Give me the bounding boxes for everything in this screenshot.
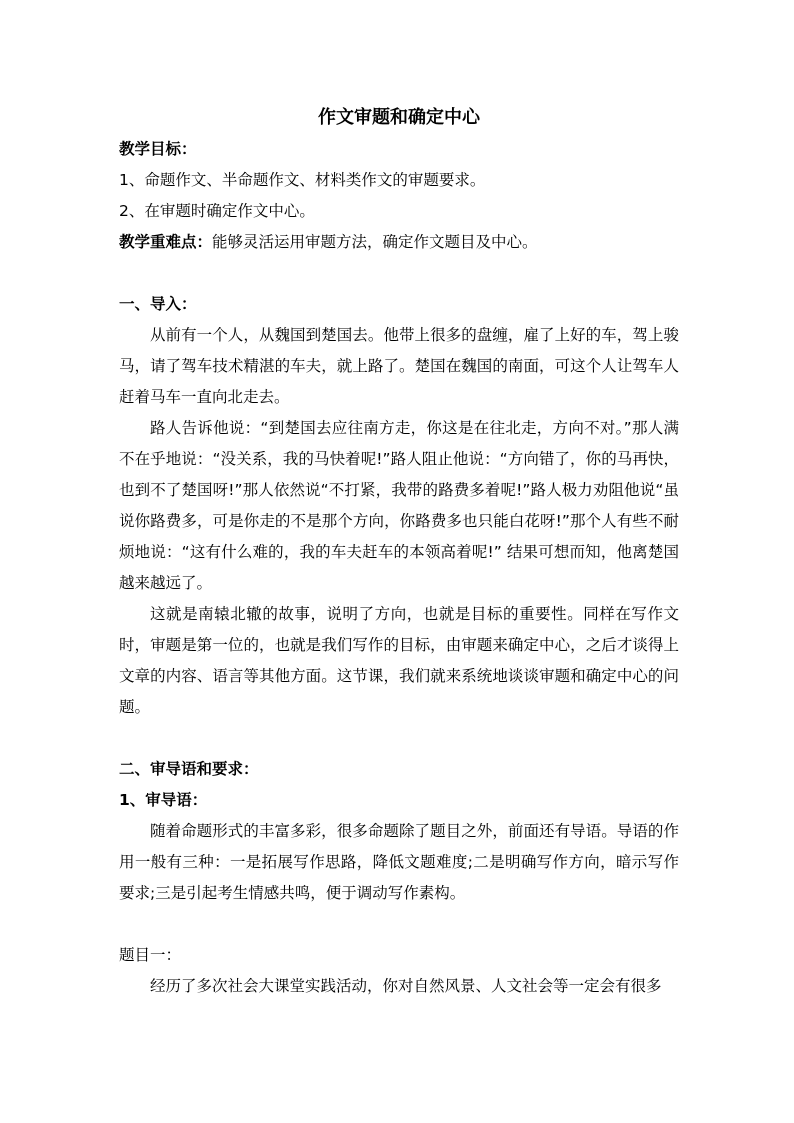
key-points-label: 教学重难点： (119, 233, 213, 251)
blank-line (119, 723, 679, 754)
sub-heading-guide: 1、审导语： (119, 791, 208, 809)
blank-line (119, 258, 679, 289)
guide-paragraph: 随着命题形式的丰富多彩，很多命题除了题目之外，前面还有导语。导语的作用一般有三种：一是拓展写作思路，降低文题难度;二是明确写作方向，暗示写作要求;三是引起考生情感共鸣，便于调动写作素构。 (119, 822, 679, 902)
topic-label: 题目一： (119, 946, 182, 964)
story-paragraph: 从前有一个人，从魏国到楚国去。他带上很多的盘缠，雇了上好的车，驾上骏马，请了驾车技术精湛的车夫，就上路了。楚国在魏国的南面，可这个人让驾车人赶着马车一直向北走去。 (119, 326, 679, 406)
story-paragraph: 这就是南辕北辙的故事，说明了方向，也就是目标的重要性。同样在写作文时，审题是第一位的，也就是我们写作的目标，由审题来确定中心，之后才谈得上文章的内容、语言等其他方面。这节课，我们就来系统地谈谈审题和确定中心的问题。 (119, 605, 679, 716)
topic-paragraph: 经历了多次社会大课堂实践活动，你对自然风景、人文社会等一定会有很多 (150, 977, 662, 995)
blank-line (119, 909, 679, 940)
key-points (119, 227, 679, 258)
key-points-text: 能够灵活运用审题方法，确定作文题目及中心。 (212, 233, 538, 251)
document-body (119, 104, 679, 1002)
objective-item: 2、在审题时确定作文中心。 (119, 202, 315, 220)
section-heading-intro: 一、导入： (119, 295, 197, 313)
section-heading-guide: 二、审导语和要求： (119, 760, 259, 778)
objectives-heading: 教学目标： (119, 140, 197, 158)
story-paragraph: 路人告诉他说：“到楚国去应往南方走，你这是在往北走，方向不对。”那人满不在乎地说：“没关系，我的马快着呢!”路人阻止他说：“方向错了，你的马再快，也到不了楚国呀!”那人依然说“不打紧，我带的路费多着呢!”路人极力劝阻他说“虽说你路费多，可是你走的不是那个方向，你路费多也只能白花呀!”那个人有些不耐烦地说：“这有什么难的，我的车夫赶车的本领高着呢!” 结果可想而知，他离楚国越来越远了。 (119, 419, 679, 592)
objective-item: 1、命题作文、半命题作文、材料类作文的审题要求。 (119, 171, 486, 189)
document-title: 作文审题和确定中心 (318, 107, 480, 128)
